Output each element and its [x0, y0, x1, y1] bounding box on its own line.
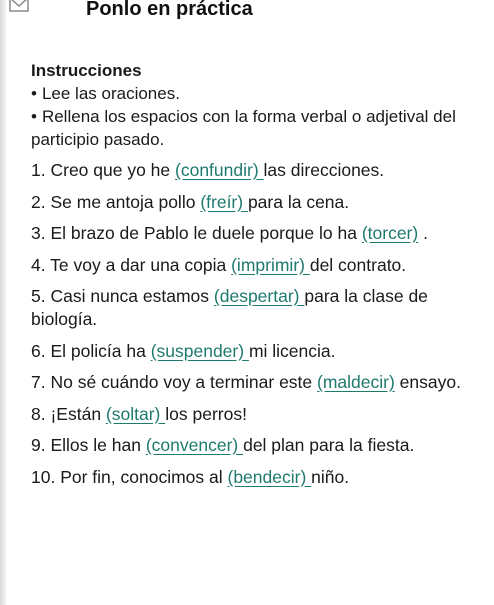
- instruction-text: Rellena los espacios con la forma verbal o adjetival del participio pasado.: [31, 107, 456, 149]
- verb-blank[interactable]: (soltar): [105, 403, 166, 424]
- left-border: [0, 0, 6, 605]
- instructions-list: [31, 82, 481, 151]
- sentence-after: del plan para la fiesta.: [243, 435, 415, 455]
- sentence-before: ¡Están: [50, 403, 106, 424]
- sentence-before: Se me antoja pollo: [50, 191, 201, 212]
- page-title: Ponlo en práctica: [86, 0, 253, 20]
- sentence-item: [31, 285, 481, 331]
- sentence-item: [31, 371, 481, 394]
- verb-blank[interactable]: (despertar): [213, 286, 305, 306]
- sentence-number: 3.: [31, 223, 46, 243]
- sentence-after: .: [418, 223, 428, 243]
- verb-blank[interactable]: (bendecir): [227, 466, 312, 487]
- verb-blank[interactable]: (suspender): [150, 340, 249, 361]
- sentence-before: El policía ha: [50, 340, 151, 361]
- sentence-after: para la clase de biología.: [31, 286, 428, 329]
- sentence-before: Te voy a dar una copia: [50, 254, 232, 275]
- sentence-list: [31, 159, 481, 489]
- sentence-number: 5.: [31, 286, 46, 306]
- sentence-number: 2.: [31, 191, 46, 212]
- sentence-after: del contrato.: [309, 254, 407, 275]
- sentence-before: No sé cuándo voy a terminar este: [50, 372, 318, 392]
- sentence-before: Ellos le han: [50, 435, 146, 455]
- sentence-item: [31, 222, 481, 245]
- verb-blank[interactable]: (maldecir): [317, 372, 395, 392]
- sentence-before: El brazo de Pablo le duele porque lo ha: [50, 223, 362, 243]
- sentence-item: [31, 403, 481, 426]
- sentence-after: las direcciones.: [263, 160, 385, 180]
- bullet: •: [31, 107, 37, 126]
- main-content: [31, 60, 481, 497]
- sentence-after: niño.: [311, 466, 350, 487]
- sentence-number: 7.: [31, 372, 46, 392]
- verb-blank[interactable]: (convencer): [145, 435, 244, 455]
- sentence-item: [31, 254, 481, 277]
- page-header: [0, 0, 494, 26]
- verb-blank[interactable]: (imprimir): [231, 254, 310, 275]
- sentence-item: [31, 340, 481, 363]
- sentence-item: [31, 159, 481, 182]
- sentence-number: 6.: [31, 340, 46, 361]
- sentence-number: 8.: [31, 403, 46, 424]
- sentence-number: 4.: [31, 254, 46, 275]
- sentence-before: Casi nunca estamos: [50, 286, 214, 306]
- bullet: •: [31, 84, 37, 103]
- verb-blank[interactable]: (confundir): [175, 160, 264, 180]
- sentence-number: 1.: [31, 160, 46, 180]
- instructions-heading: Instrucciones: [31, 61, 142, 80]
- sentence-after: ensayo.: [394, 372, 461, 392]
- sentence-item: [31, 434, 481, 457]
- sentence-after: para la cena.: [247, 191, 350, 212]
- verb-blank[interactable]: (freír): [200, 191, 248, 212]
- sentence-item: [31, 191, 481, 214]
- sentence-number: 9.: [31, 435, 46, 455]
- envelope-icon[interactable]: [8, 0, 30, 16]
- sentence-before: Creo que yo he: [50, 160, 176, 180]
- sentence-item: [31, 466, 481, 489]
- sentence-number: 10.: [31, 466, 56, 487]
- sentence-after: los perros!: [165, 403, 247, 424]
- instruction-text: Lee las oraciones.: [41, 84, 180, 103]
- verb-blank[interactable]: (torcer): [361, 223, 419, 243]
- sentence-after: mi licencia.: [248, 340, 336, 361]
- instruction-item: [31, 105, 481, 151]
- instruction-item: [31, 82, 481, 105]
- sentence-before: Por fin, conocimos al: [60, 466, 228, 487]
